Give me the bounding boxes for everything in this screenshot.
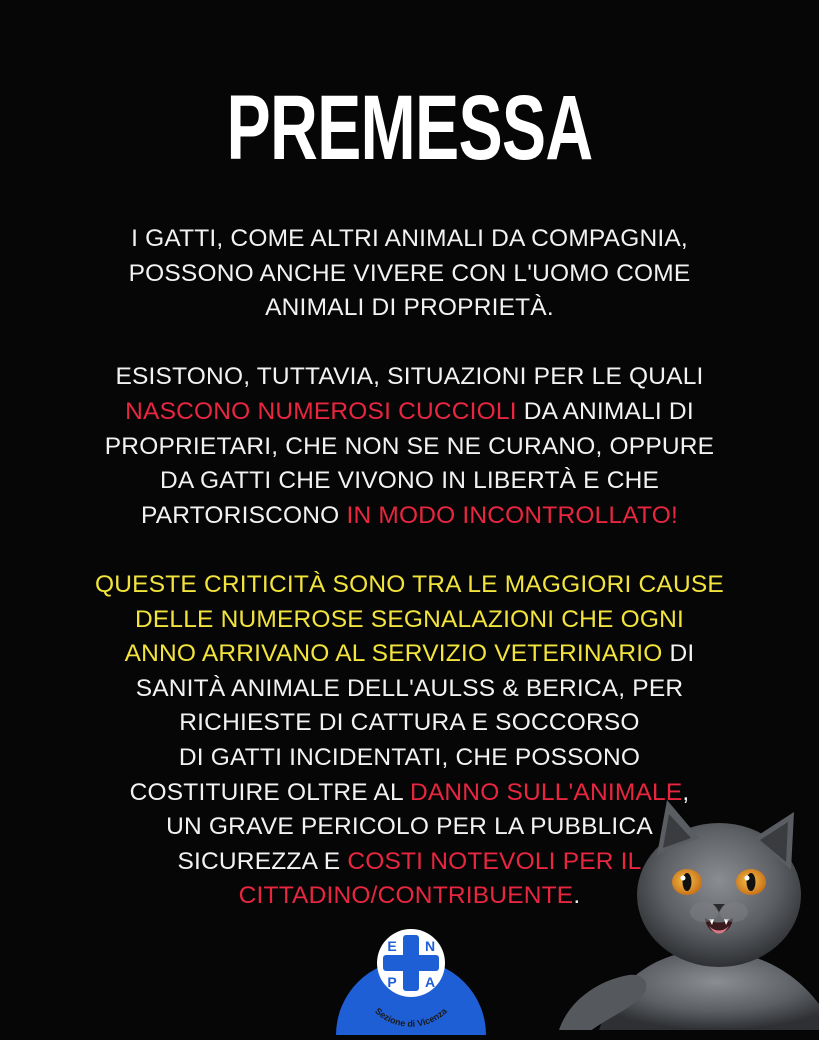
text-line [40,637,779,672]
paragraph-situations [40,360,779,533]
text-line: PROPRIETARI, CHE NON SE NE CURANO, OPPURE [104,432,715,460]
logo-letter: N [424,938,436,954]
text-line: RICHIESTE DI CATTURA E SOCCORSO [179,709,640,737]
text-line: I GATTI, COME ALTRI ANIMALI DA COMPAGNIA, [131,225,688,252]
paragraph-intro [40,222,779,326]
logo-letter: P [387,974,397,990]
page-title: PREMESSA [226,77,593,179]
enpa-logo [336,925,486,1035]
highlight-red: NASCONO NUMEROSI CUCCIOLI [125,397,517,425]
text-line: UN GRAVE PERICOLO PER LA PUBBLICA [166,813,653,841]
highlight-red: DANNO SULL'ANIMALE [409,778,683,806]
text-segment: DA ANIMALI DI [516,397,694,425]
text-line [40,499,779,534]
logo-letter: A [424,974,436,990]
text-segment: COSTITUIRE OLTRE AL [129,778,410,806]
highlight-yellow: ANNO ARRIVANO AL SERVIZIO VETERINARIO [124,640,663,668]
text-segment: DI [662,640,695,668]
text-line [40,395,779,430]
text-line: SANITÀ ANIMALE DELL'AULSS & BERICA, PER [135,674,684,702]
highlight-red: COSTI NOTEVOLI PER IL [347,847,642,875]
text-segment: SICUREZZA E [177,847,348,875]
text-line: DA GATTI CHE VIVONO IN LIBERTÀ E CHE [159,467,660,495]
logo-cross-horizontal [383,955,439,971]
text-line: ESISTONO, TUTTAVIA, SITUAZIONI PER LE QUALI [115,363,704,391]
text-segment: PARTORISCONO [140,501,347,529]
text-line: POSSONO ANCHE VIVERE CON L'UOMO COME [128,259,691,287]
logo-caption: Sezione di Vicenza [373,1005,449,1029]
highlight-red: IN MODO INCONTROLLATO! [346,501,678,529]
text-segment: , [682,778,690,806]
text-segment: . [573,882,581,910]
text-line: DI GATTI INCIDENTATI, CHE POSSONO [178,743,641,771]
enpa-logo-icon [336,925,486,1035]
text-line: ANIMALI DI PROPRIETÀ. [265,294,554,322]
cat-photo-icon [559,800,819,1030]
highlight-red: CITTADINO/CONTRIBUENTE [238,882,574,910]
highlight-yellow: DELLE NUMEROSE SEGNALAZIONI CHE OGNI [134,605,685,633]
highlight-yellow: QUESTE CRITICITÀ SONO TRA LE MAGGIORI CAUSE [95,570,724,598]
logo-letter: E [387,938,397,954]
